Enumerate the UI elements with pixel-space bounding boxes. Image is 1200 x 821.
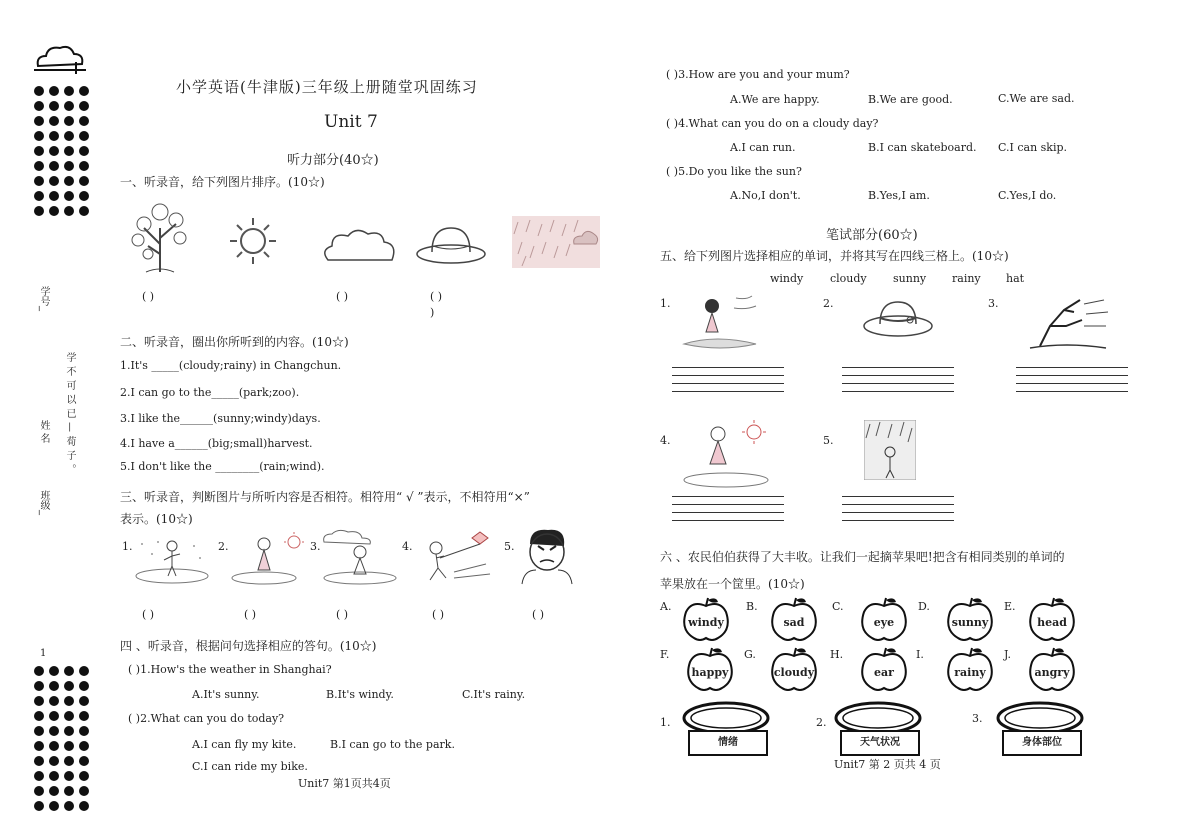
apple-rainy[interactable]: [944, 646, 996, 692]
section4-title: 四 、听录音，根据问句选择相应的答句。(10☆): [120, 639, 377, 653]
section3-title-cont: 表示。(10☆): [120, 512, 193, 526]
q1-option-c: C.It's rainy.: [462, 688, 526, 701]
sec2-item-2: 2.I can go to the_____(park;zoo).: [120, 386, 300, 399]
writing-lines-4[interactable]: [672, 496, 784, 528]
section6-title-cont: 苹果放在一个筐里。(10☆): [660, 577, 805, 591]
question-4: ( )4.What can you do on a cloudy day?: [666, 117, 879, 130]
apple-letter: F.: [660, 648, 670, 661]
rain-picture: [512, 216, 600, 271]
apple-angry[interactable]: [1026, 646, 1078, 692]
basket-body-parts[interactable]: [994, 700, 1086, 758]
section1-title: 一、听录音，给下列图片排序。(10☆): [120, 175, 325, 189]
section5-title: 五、给下列图片选择相应的单词，并将其写在四线三格上。(10☆): [660, 249, 1009, 263]
boy-kite-picture: [414, 528, 494, 589]
sec3-paren-1[interactable]: ( ): [142, 608, 155, 621]
margin-mark: 1: [40, 648, 47, 659]
sec5-num-3: 3.: [988, 297, 999, 310]
sec3-paren-2[interactable]: ( ): [244, 608, 257, 621]
word-bank-windy: windy: [770, 272, 804, 285]
girl-wind-picture: [134, 536, 210, 587]
basket-num-2: 2.: [816, 716, 827, 729]
word-bank-sunny: sunny: [893, 272, 927, 285]
q5-option-a: A.No,I don't.: [730, 189, 801, 202]
apple-letter: B.: [746, 600, 758, 613]
sec5-num-1: 1.: [660, 297, 671, 310]
right-page-footer: Unit7 第 2 页共 4 页: [834, 758, 941, 771]
word-bank-cloudy: cloudy: [830, 272, 867, 285]
left-page-footer: Unit7 第1页共4页: [298, 777, 391, 790]
girl-cloudy-picture: [320, 528, 400, 589]
apple-word: sunny: [951, 616, 989, 629]
q4-option-c: C.I can skip.: [998, 141, 1068, 154]
section6-title: 六 、农民伯伯获得了大丰收。让我们一起摘苹果吧!把含有相同类别的单词的: [660, 550, 1065, 564]
q1-option-a: A.It's sunny.: [192, 688, 260, 701]
section2-title: 二、听录音，圈出你所听到的内容。(10☆): [120, 335, 349, 349]
apple-letter: E.: [1004, 600, 1016, 613]
apple-word: ear: [874, 666, 894, 679]
hat-picture: [414, 222, 488, 269]
motto-text: 学不可以已—荀子。: [64, 352, 75, 478]
apple-letter: A.: [660, 600, 672, 613]
q3-option-a: A.We are happy.: [730, 93, 820, 106]
apple-letter: D.: [918, 600, 930, 613]
apple-letter: H.: [830, 648, 844, 661]
apple-ear[interactable]: [858, 646, 910, 692]
sec2-item-4: 4.I have a______(big;small)harvest.: [120, 437, 313, 450]
apple-word: sad: [783, 616, 805, 629]
q3-option-b: B.We are good.: [868, 93, 953, 106]
writing-lines-5[interactable]: [842, 496, 954, 528]
apple-letter: I.: [916, 648, 924, 661]
written-header: 笔试部分(60☆): [826, 228, 918, 243]
sec3-paren-5[interactable]: ( ): [532, 608, 545, 621]
sec3-num-5: 5.: [504, 540, 515, 553]
apple-word: angry: [1034, 666, 1070, 679]
sec5-num-5: 5.: [823, 434, 834, 447]
basket-emotions[interactable]: [680, 700, 772, 758]
rainy-boy-picture: [864, 420, 916, 483]
basket-num-1: 1.: [660, 716, 671, 729]
q1-option-b: B.It's windy.: [326, 688, 394, 701]
apple-word: rainy: [954, 666, 986, 679]
apple-eye[interactable]: [858, 596, 910, 642]
q3-option-c: C.We are sad.: [998, 92, 1075, 105]
sec2-item-1: 1.It's _____(cloudy;rainy) in Changchun.: [120, 359, 342, 372]
dot-pattern-top: [34, 86, 89, 216]
q2-option-a: A.I can fly my kite.: [192, 738, 297, 751]
basket-label-emotions: 情绪: [688, 730, 768, 756]
writing-lines-3[interactable]: [1016, 367, 1128, 399]
apple-letter: C.: [832, 600, 844, 613]
q4-option-a: A.I can run.: [730, 141, 796, 154]
basket-num-3: 3.: [972, 712, 983, 725]
apple-word: happy: [691, 666, 729, 679]
apple-word: cloudy: [773, 666, 815, 679]
writing-lines-2[interactable]: [842, 367, 954, 399]
apple-word: head: [1037, 616, 1067, 629]
q2-option-c: C.I can ride my bike.: [192, 760, 308, 773]
q5-option-c: C.Yes,I do.: [998, 189, 1057, 202]
sec3-paren-4[interactable]: ( ): [432, 608, 445, 621]
dot-pattern-bottom: [34, 666, 89, 811]
answer-paren-4: ): [430, 306, 435, 319]
sec3-num-3: 3.: [310, 540, 321, 553]
apple-word: windy: [688, 616, 724, 629]
question-2: ( )2.What can you do today?: [128, 712, 285, 725]
question-1: ( )1.How's the weather in Shanghai?: [128, 663, 332, 676]
answer-paren-2[interactable]: ( ): [336, 290, 349, 303]
apple-cloudy[interactable]: [768, 646, 820, 692]
class-field: 班级_: [38, 490, 49, 515]
q4-option-b: B.I can skateboard.: [868, 141, 977, 154]
cloud-logo-icon: [32, 42, 88, 79]
apple-happy[interactable]: [684, 646, 736, 692]
sec2-item-3: 3.I like the______(sunny;windy)days.: [120, 412, 321, 425]
tree-picture: [128, 198, 192, 277]
sec3-num-2: 2.: [218, 540, 229, 553]
sec2-item-5: 5.I don't like the ________(rain;wind).: [120, 460, 325, 473]
angry-man-picture: [516, 526, 578, 589]
basket-weather[interactable]: [832, 700, 924, 758]
apple-letter: G.: [744, 648, 756, 661]
basket-label-body-parts: 身体部位: [1002, 730, 1082, 756]
sec3-paren-3[interactable]: ( ): [336, 608, 349, 621]
listening-header: 听力部分(40☆): [287, 153, 379, 168]
girl-sunny-field-picture: [682, 418, 772, 491]
student-id-field: 学号_: [38, 286, 49, 311]
sec5-num-2: 2.: [823, 297, 834, 310]
apple-windy[interactable]: [680, 596, 732, 642]
sun-picture: [228, 216, 278, 269]
question-5: ( )5.Do you like the sun?: [666, 165, 802, 178]
answer-paren-1[interactable]: ( ): [142, 290, 155, 303]
girl-sunny-picture: [230, 530, 308, 589]
answer-paren-3[interactable]: ( ): [430, 290, 443, 303]
windy-tree-picture: [1020, 290, 1112, 355]
apple-sunny[interactable]: [944, 596, 996, 642]
writing-lines-1[interactable]: [672, 367, 784, 399]
sec3-num-4: 4.: [402, 540, 413, 553]
straw-hat-picture: [860, 296, 936, 343]
student-name-field: 姓 名: [38, 420, 49, 444]
sec3-num-1: 1.: [122, 540, 133, 553]
apple-sad[interactable]: [768, 596, 820, 642]
apple-letter: J.: [1004, 648, 1012, 661]
sec5-num-4: 4.: [660, 434, 671, 447]
q5-option-b: B.Yes,I am.: [868, 189, 930, 202]
section3-title: 三、听录音，判断图片与所听内容是否相符。相符用“ √ ”表示，不相符用“×”: [120, 490, 530, 504]
word-bank-rainy: rainy: [952, 272, 981, 285]
basket-label-weather: 天气状况: [840, 730, 920, 756]
apple-head[interactable]: [1026, 596, 1078, 642]
apple-word: eye: [873, 616, 895, 629]
q2-option-b: B.I can go to the park.: [330, 738, 455, 751]
word-bank-hat: hat: [1006, 272, 1025, 285]
girl-windy-picture: [676, 288, 762, 357]
page-title: 小学英语(牛津版)三年级上册随堂巩固练习: [176, 78, 478, 96]
question-3: ( )3.How are you and your mum?: [666, 68, 850, 81]
cloud-picture: [320, 226, 400, 269]
unit-title: Unit 7: [324, 112, 378, 132]
